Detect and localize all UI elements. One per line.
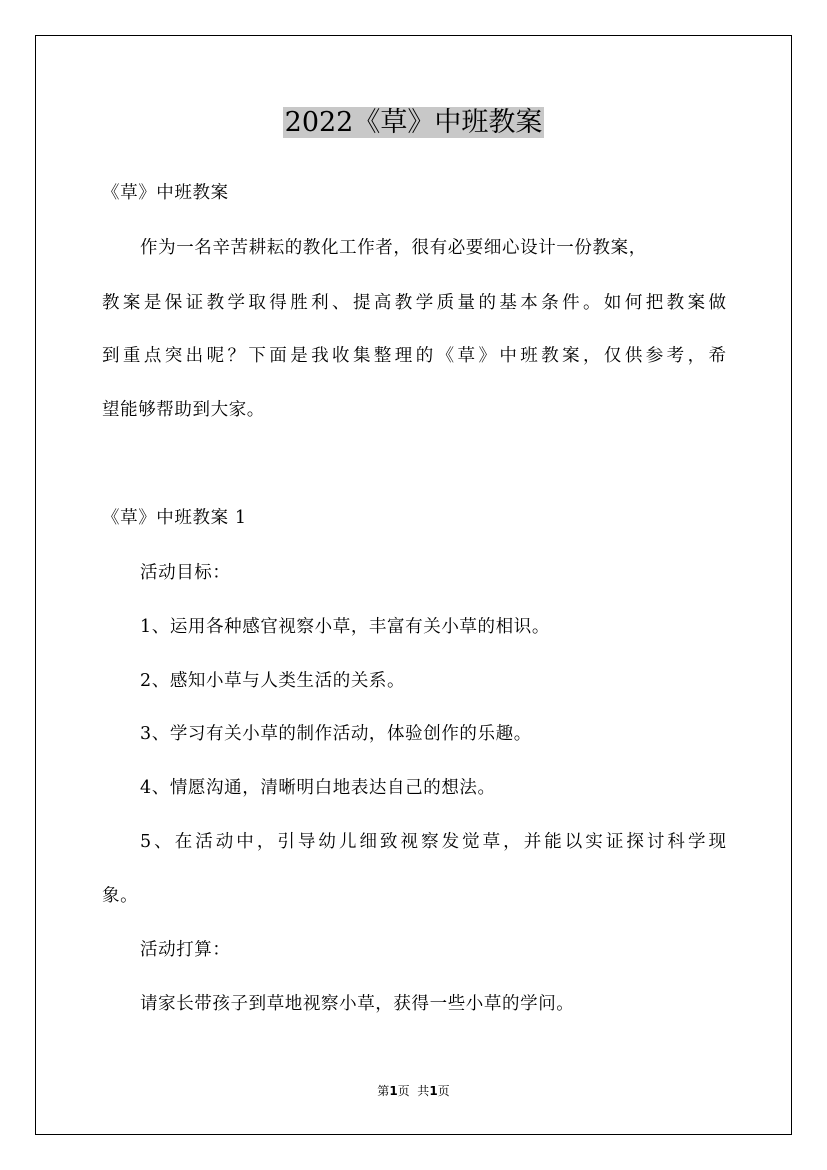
page-footer — [0, 1083, 827, 1099]
goal-item-4: 4、情愿沟通，清晰明白地表达自己的想法。 — [140, 778, 496, 798]
goal-item-2: 2、感知小草与人类生活的关系。 — [140, 671, 406, 691]
intro-line-2: 教案是保证教学取得胜利、提高教学质量的基本条件。如何把教案做 — [102, 293, 726, 313]
footer-page-number: 1 — [389, 1084, 398, 1098]
goal-item-5-cont: 象。 — [102, 886, 139, 906]
intro-line-1: 作为一名辛苦耕耘的教化工作者，很有必要细心设计一份教案， — [140, 238, 647, 258]
footer-page-mid: 页 共 — [397, 1084, 430, 1098]
footer-page-total: 1 — [429, 1084, 438, 1098]
footer-page-prefix: 第 — [377, 1084, 390, 1098]
section-heading: 《草》中班教案 1 — [102, 508, 247, 528]
goal-item-1: 1、运用各种感官视察小草，丰富有关小草的相识。 — [140, 617, 550, 637]
prep-label: 活动打算： — [140, 940, 231, 960]
document-title-container — [0, 103, 827, 143]
prep-text: 请家长带孩子到草地视察小草，获得一些小草的学问。 — [140, 994, 575, 1014]
footer-page-suffix: 页 — [437, 1084, 450, 1098]
goal-item-5: 5、在活动中，引导幼儿细致视察发觉草，并能以实证探讨科学现 — [140, 832, 726, 852]
document-title: 2022《草》中班教案 — [284, 107, 543, 138]
goal-item-3: 3、学习有关小草的制作活动，体验创作的乐趣。 — [140, 724, 532, 744]
intro-line-3: 到重点突出呢？下面是我收集整理的《草》中班教案，仅供参考，希 — [102, 346, 726, 366]
intro-line-4: 望能够帮助到大家。 — [102, 400, 265, 420]
document-subtitle: 《草》中班教案 — [102, 183, 229, 203]
goals-label: 活动目标： — [140, 563, 231, 583]
